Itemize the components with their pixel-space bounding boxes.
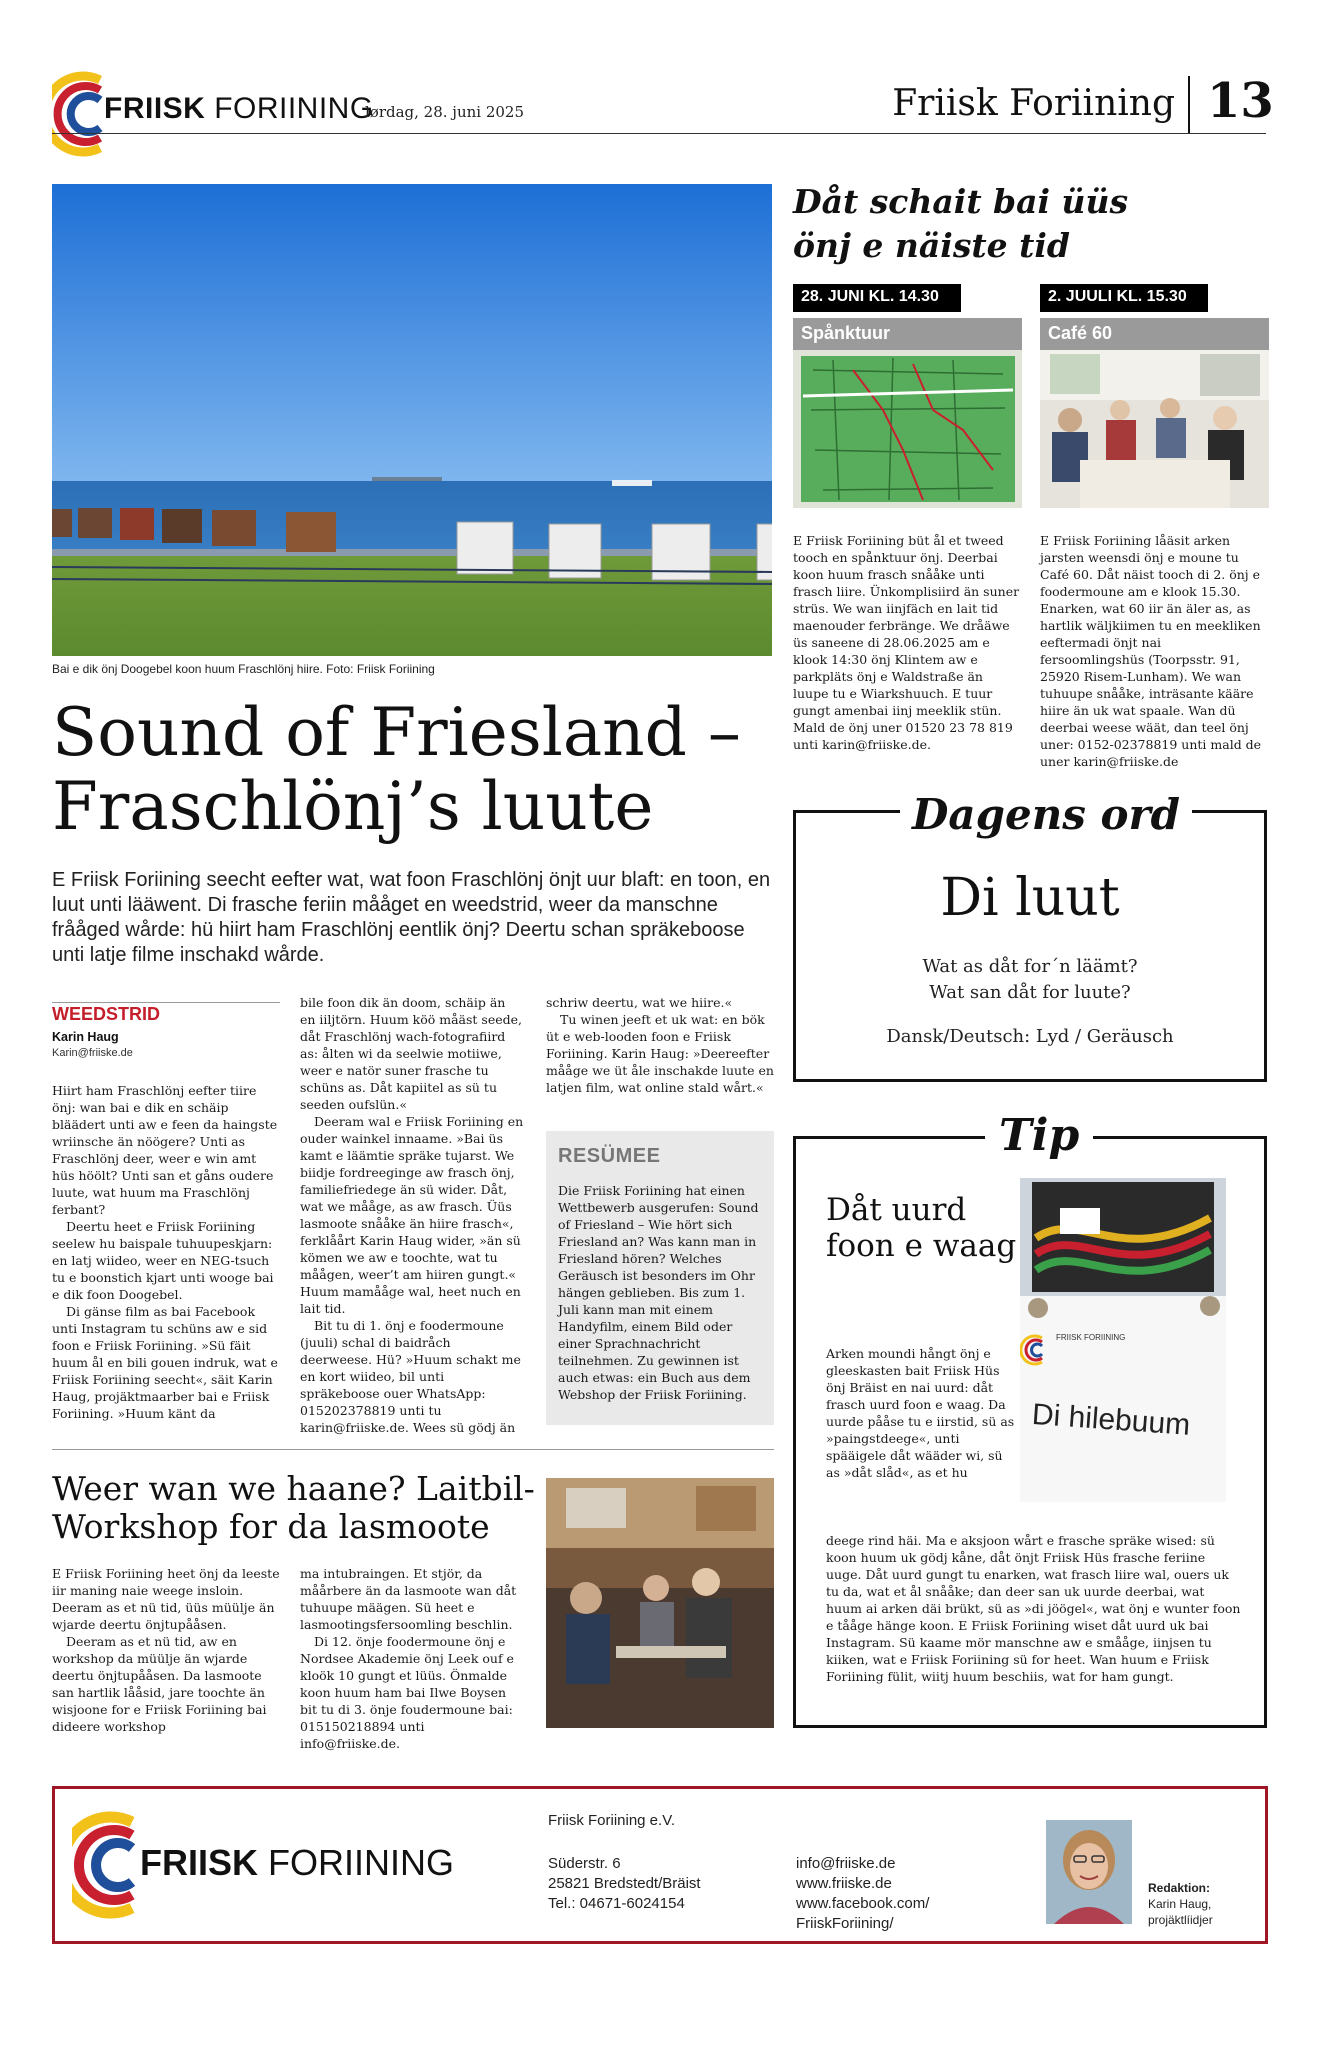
resumee-box	[546, 1131, 774, 1425]
paragraph: Bit tu di 1. önj e foodermoune (juuli) schal di baidråch deerweese. Hü? »Huum schakt me en kort wiideo, bil unti spräkeboose ouer WhatsApp: 015202378819 unti tu karin@friiske.de. Wees sü gödj än	[300, 1318, 521, 1435]
facebook-link-cont[interactable]: FriiskForiining/	[796, 1915, 894, 1932]
event-map-image	[793, 350, 1022, 508]
article-column-1	[52, 1082, 280, 1422]
footer-editorial	[1148, 1880, 1213, 1928]
tip-sign-brand: FRIISK FORIINING	[1056, 1333, 1126, 1342]
author-name: Karin Haug	[52, 1030, 119, 1044]
question: Wat as dåt for´n läämt?	[922, 956, 1138, 977]
tip-headline: Dåt uurd foon e waag	[826, 1192, 1017, 1264]
question: Wat san dåt for luute?	[929, 982, 1131, 1003]
hero-photo	[52, 184, 772, 656]
article-column-2	[300, 994, 524, 1436]
word-of-day-questions	[793, 954, 1267, 1006]
headline-line-1: Sound of Friesland –	[52, 694, 741, 771]
event-date: 28. JUNI KL. 14.30	[793, 284, 961, 312]
kicker-rule	[52, 1002, 280, 1003]
city: 25821 Bredstedt/Bräist	[548, 1875, 701, 1892]
article-headline	[52, 696, 772, 844]
brand-bold: FRIISK	[104, 92, 206, 125]
tip-label: Tip	[985, 1110, 1093, 1161]
footer-brand	[140, 1842, 454, 1884]
footer-org-name: Friisk Foriining e.V.	[548, 1812, 675, 1829]
tip-text: Arken moundi hångt önj e gleeskasten bait Friisk Hüs önj Bräist en nai uurd: dåt frasch uurd foon e waag. Da uurde pååse tu e iirstid, sü as »paingstdeege«, unti spääigele dåt wääder wi, sü as »dåt slåd«, as et hu	[826, 1346, 1015, 1480]
footer-logo-icon	[72, 1810, 142, 1920]
headline-line-2: Fraschlönj’s luute	[52, 768, 654, 845]
event-description: E Friisk Foriining låäsit arken jarsten weensdi önj e moune tu Café 60. Dåt näist tooch di 2. önj e foodermoune am e klook 15.30. Enarken, wat 60 iir än äler as, as hartlik wäljkiimen tu en meekliken eeftermadi önjt nai fersoomlingshüs (Toorpsstr. 91, 25920 Risem-Lunham). We wan tuhuupe snååke, inträsante kääre hiire än uk wat spaale. Wan dü deerbai weese wäät, dan teel önj uner: 0152-02378819 unti mald de uner karin@friiske.de	[1040, 533, 1262, 769]
facebook-link[interactable]: www.facebook.com/	[796, 1895, 930, 1912]
brand-logo-icon	[52, 70, 108, 158]
event-name: Spånktuur	[793, 318, 1022, 350]
street: Süderstr. 6	[548, 1855, 621, 1872]
paragraph: Di gänse film as bai Facebook unti Instagram tu schüns aw e sid foon e Friisk Foriining. »Sü fäit huum ål en bili gouen indruk, wat e Friisk Foriining seecht«, säit Karin Haug, projäktmaarber bai e Friisk Foriining. »Huum känt da	[52, 1304, 278, 1421]
author-email[interactable]: Karin@friiske.de	[52, 1047, 133, 1059]
website-link[interactable]: www.friiske.de	[796, 1875, 892, 1892]
paragraph: ma intubraingen. Et stjör, da måårbere än da lasmoote wan dåt tuhuupe määgen. Sü heet e lasmootingsfersoomling beschlin.	[300, 1566, 517, 1632]
event-description: E Friisk Foriining büt ål et tweed tooch en spånktuur önj. Deerbai koon huum frasch snååke unti frasch liire. Ünkomplisiird än suner strüs. We wan iinjfäch en lait tid maenouder ferbränge. We dråäwe üs saneene di 28.06.2025 am e klook 14:30 önj Klintem aw e parkpläts önj e Waldstraße än luupe tu e Wiarkshuuch. E tuur gungt amenbai iinj meeklik stün. Mald de önj uner 01520 23 78 819 unti karin@friiske.de.	[793, 533, 1020, 752]
events-title	[793, 180, 1233, 268]
paragraph: schriw deertu, wat we hiire.«	[546, 995, 733, 1010]
footer-brand-bold: FRIISK	[140, 1842, 259, 1883]
section-divider	[52, 1449, 774, 1450]
word-of-day-translation: Dansk/Deutsch: Lyd / Geräusch	[886, 1026, 1174, 1047]
hero-caption: Bai e dik önj Doogebel koon huum Fraschlönj hiire. Foto: Friisk Foriining	[52, 662, 435, 676]
footer-contact-links	[796, 1854, 929, 1934]
paragraph: Deertu heet e Friisk Foriining seelew hu baispale tuhuupeskjarn: en latj wiideo, weer en NEG-tsuch tu e boonstich kjart unti wooge bai e dik foon Doogebel.	[52, 1219, 274, 1302]
event-cafe-photo	[1040, 350, 1269, 508]
redaktion-name: Karin Haug,	[1148, 1897, 1212, 1911]
paragraph: Tu winen jeeft et uk wat: en bök üt e web-looden foon e Friisk Foriining. Karin Haug: »Deereefter mååge we üt åle inschakde luute en latjen film, wat online stald wårt.«	[546, 1012, 774, 1095]
issue-date: lørdag, 28. juni 2025	[365, 103, 525, 121]
workshop-column-2	[300, 1565, 524, 1752]
tip-text-continued: deege rind häi. Ma e aksjoon wårt e frasche spräke wised: sü koon huum uk gödj kåne, dåt önjt Friisk Hüs frasche feriine uuge. Dåt uurd gungt tu enarken, wat frasch liire wal, ouers uk tu da, wat et ål snååke; dan deer san uk uurde deerbai, wat huum ai arken däi brükt, sü as »di jöögel«, wat önj e wunter foon e tååge hänge koon. E Friisk Foriining wiset dåt uurd uk bai Instagram. Sü kaame mör manschne aw e smååge, iinjsen tu kiiken, wat e Friisk Foriining sü for heet. Wan huum e Friisk Foriining fülit, wiitj huum beschiis, wat for ham gungt.	[826, 1533, 1241, 1684]
paragraph: Deeram wal e Friisk Foriining en ouder wainkel innaame. »Bai üs kamt e läämtie spräke tujarst. We biidje fordreeginge aw frasch önj, familiefriedege än sü wider. Dåt, wat we mååge, as aw frasch. Üüs lasmoote snååke än hiire frasch«, ferklåårt Karin Haug wider, »än sü kömen we aw e toochte, wat tu måågen, weer’t am hiiren gungt.« Huum mamååge wal, heet nuch en lait tid.	[300, 1114, 524, 1316]
paper-name: Friisk Foriining	[892, 83, 1175, 124]
email-link[interactable]: info@friiske.de	[796, 1855, 896, 1872]
event-date: 2. JUULI KL. 15.30	[1040, 284, 1208, 312]
page-number: 13	[1207, 73, 1274, 129]
article-lead: E Friisk Foriining seecht eefter wat, wat foon Fraschlönj önjt uur blaft: en toon, en luut unti lääwent. Di frasche feriin mååget en weedstrid, weer da manschne frååged wårde: hü hiirt ham Fraschlönj eentlik önj? Deertu schan spräkeboose unti latje filme inschakd wårde.	[52, 869, 771, 966]
footer-address	[548, 1854, 701, 1914]
resumee-text: Die Friisk Foriining hat einen Wettbewerb ausgerufen: Sound of Friesland – Wie hört sich Friesland an? Was kann man in Friesland hören? Welches Geräusch ist besonders im Ohr hängen geblieben. Bis zum 1. Juli kann man mit einem Handyfilm, einem Bild oder einer Sprachnachricht teilnehmen. Zu gewinnen ist auch etwas: ein Buch aus dem Webshop der Friisk Foriining.	[558, 1183, 759, 1402]
header-divider	[1188, 76, 1190, 134]
paragraph: bile foon dik än doom, schäip än en iiljtörn. Huum köö måäst seede, dåt Fraschlönj wach-fotografiird as: ålten wi da seelwie motiiwe, weer e natör suner frasche tu schüns as. Dåt kapiitel as sü tu seeden oufslün.«	[300, 995, 522, 1112]
header-brand	[104, 92, 374, 126]
phone: Tel.: 04671-6024154	[548, 1895, 685, 1912]
header-rule	[52, 133, 1266, 134]
tip-photo	[1020, 1178, 1226, 1502]
workshop-headline: Weer wan we haane? Laitbil-Workshop for da lasmoote	[52, 1469, 535, 1546]
word-of-day: Di luut	[940, 868, 1120, 928]
redaktion-label: Redaktion:	[1148, 1881, 1211, 1895]
workshop-photo	[546, 1478, 774, 1728]
paragraph: E Friisk Foriining heet önj da leeste iir maning naie weege insloin. Deeram as et nü tid, üüs müülje än wjarde deertu önjtupååsen.	[52, 1566, 280, 1632]
paragraph: Deeram as et nü tid, aw en workshop da müülje än wjarde deertu önjtupååsen. Da lasmoote san hartlik lååsid, jare toochte än wisjoone for e Friisk Foriining bai dideere workshop	[52, 1634, 267, 1734]
redaktion-role: projäktlíidjer	[1148, 1913, 1213, 1927]
article-column-3	[546, 994, 774, 1096]
paragraph: Di 12. önje foodermoune önj e Nordsee Akademie önj Leek ouf e kloök 10 gungt et lüüs. Önmalde koon huum ham bai Ilwe Boysen bit tu di 3. önje foudermoune bai: 015150218894 unti info@friiske.de.	[300, 1634, 514, 1751]
resumee-title: RESÜMEE	[558, 1145, 661, 1167]
events-title-line-1: Dåt schait bai üüs	[793, 182, 1129, 221]
editor-photo	[1046, 1820, 1132, 1924]
article-kicker: WEEDSTRID	[52, 1004, 160, 1024]
paragraph: Hiirt ham Fraschlönj eefter tiire önj: wan bai e dik en schäip bläädert unti aw e feen da haingste wriinsche än nöögere? Unti as Fraschlönj deer, weer e win amt hüs höölt? Unti san et gåns oudere luute, wat huum ma Fraschlönj ferbant?	[52, 1083, 278, 1217]
footer-brand-rest: FORIINING	[268, 1842, 455, 1883]
tip-sign-word: Di hilebuum	[1030, 1397, 1192, 1442]
brand-rest: FORIINING	[214, 92, 374, 125]
event-name: Café 60	[1040, 318, 1269, 350]
workshop-column-1	[52, 1565, 280, 1735]
events-title-line-2: önj e näiste tid	[793, 226, 1070, 265]
word-of-day-label: Dagens ord	[900, 790, 1192, 839]
